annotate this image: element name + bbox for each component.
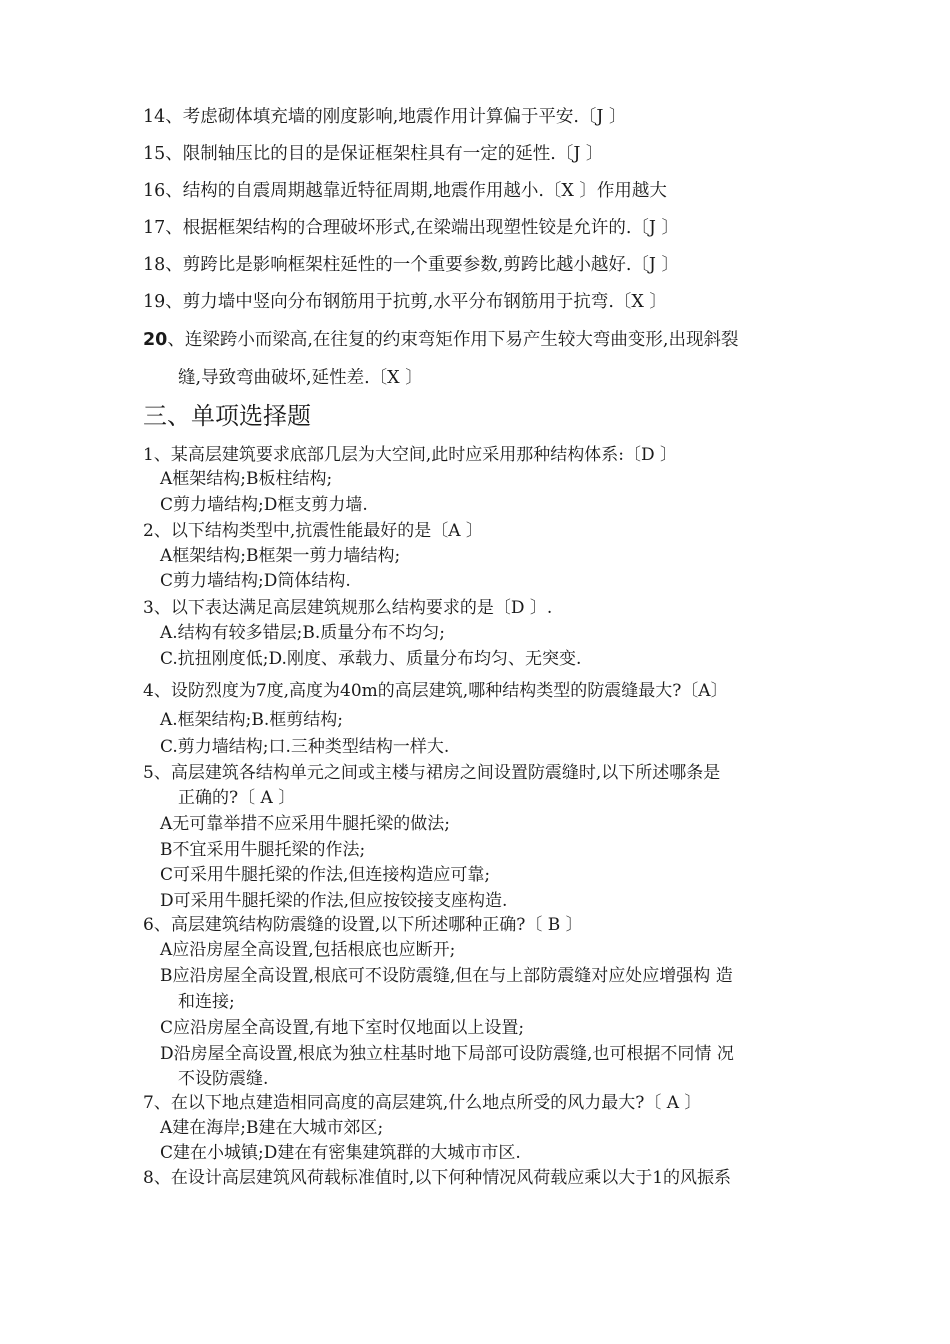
tf-item-18: 18、剪跨比是影响框架柱延性的一个重要参数,剪跨比越小越好.〔J 〕 [143,255,679,275]
question-5: 5、高层建筑各结构单元之间或主楼与裙房之间设置防震缝时,以下所述哪条是 [143,763,721,783]
option-line: B应沿房屋全高设置,根底可不设防震缝,但在与上部防震缝对应处应增强构 造 [160,966,733,986]
option-line: C.剪力墙结构;口.三种类型结构一样大. [160,737,450,757]
question-6: 6、高层建筑结构防震缝的设置,以下所述哪种正确?〔 B 〕 [143,915,583,935]
option-line: A框架结构;B框架一剪力墙结构; [160,546,401,566]
question-7: 7、在以下地点建造相同高度的高层建筑,什么地点所受的风力最大?〔 A 〕 [143,1093,702,1113]
option-line: A无可靠举措不应采用牛腿托梁的做法; [160,814,451,834]
tf-item-20-cont: 缝,导致弯曲破坏,延性差.〔X 〕 [178,368,423,388]
question-4: 4、设防烈度为7度,高度为40m的高层建筑,哪种结构类型的防震缝最大?〔A〕 [143,681,728,701]
tf-item-14: 14、考虑砌体填充墙的刚度影响,地震作用计算偏于平安.〔J 〕 [143,107,627,127]
question-8: 8、在设计高层建筑风荷载标准值时,以下何种情况风荷载应乘以大于1的风振系 [143,1168,732,1188]
option-line: B不宜采用牛腿托梁的作法; [160,840,366,860]
option-line-cont: 不设防震缝. [178,1069,269,1089]
option-line: D可采用牛腿托梁的作法,但应按铰接支座构造. [160,891,508,911]
tf-item-17: 17、根据框架结构的合理破坏形式,在梁端出现塑性铰是允许的.〔J 〕 [143,218,679,238]
section-title: 三、单项选择题 [143,402,311,430]
question-1: 1、某高层建筑要求底部几层为大空间,此时应采用那种结构体系:〔D 〕 [143,445,677,465]
option-line: C剪力墙结构;D框支剪力墙. [160,495,368,515]
option-line: A.框架结构;B.框剪结构; [160,710,344,730]
tf-item-20 [143,329,738,351]
option-line: A框架结构;B板柱结构; [160,469,333,489]
option-line: C可采用牛腿托梁的作法,但连接构造应可靠; [160,865,491,885]
item-number: 20 [143,330,168,350]
question-3: 3、以下表达满足高层建筑规那么结构要求的是〔D 〕. [143,598,553,618]
question-5-cont: 正确的?〔 A 〕 [178,788,296,808]
option-line: A建在海岸;B建在大城市郊区; [160,1118,384,1138]
option-line: C应沿房屋全高设置,有地下室时仅地面以上设置; [160,1018,525,1038]
option-line: C建在小城镇;D建在有密集建筑群的大城市市区. [160,1143,521,1163]
option-line: C.抗扭刚度低;D.刚度、承载力、质量分布均匀、无突变. [160,649,582,669]
tf-item-15: 15、限制轴压比的目的是保证框架柱具有一定的延性.〔J 〕 [143,144,604,164]
tf-item-19: 19、剪力墙中竖向分布钢筋用于抗剪,水平分布钢筋用于抗弯.〔X 〕 [143,292,667,312]
option-line: D沿房屋全高设置,根底为独立柱基时地下局部可设防震缝,也可根据不同情 况 [160,1044,734,1064]
item-text: 、连梁跨小而梁高,在往复的约束弯矩作用下易产生较大弯曲变形,出现斜裂 [167,330,739,350]
option-line-cont: 和连接; [178,992,235,1012]
tf-item-16: 16、结构的自震周期越靠近特征周期,地震作用越小.〔X 〕作用越大 [143,181,667,201]
question-2: 2、以下结构类型中,抗震性能最好的是〔A 〕 [143,521,483,541]
option-line: C剪力墙结构;D筒体结构. [160,571,351,591]
option-line: A应沿房屋全高设置,包括根底也应断开; [160,940,456,960]
option-line: A.结构有较多错层;B.质量分布不均匀; [160,623,446,643]
